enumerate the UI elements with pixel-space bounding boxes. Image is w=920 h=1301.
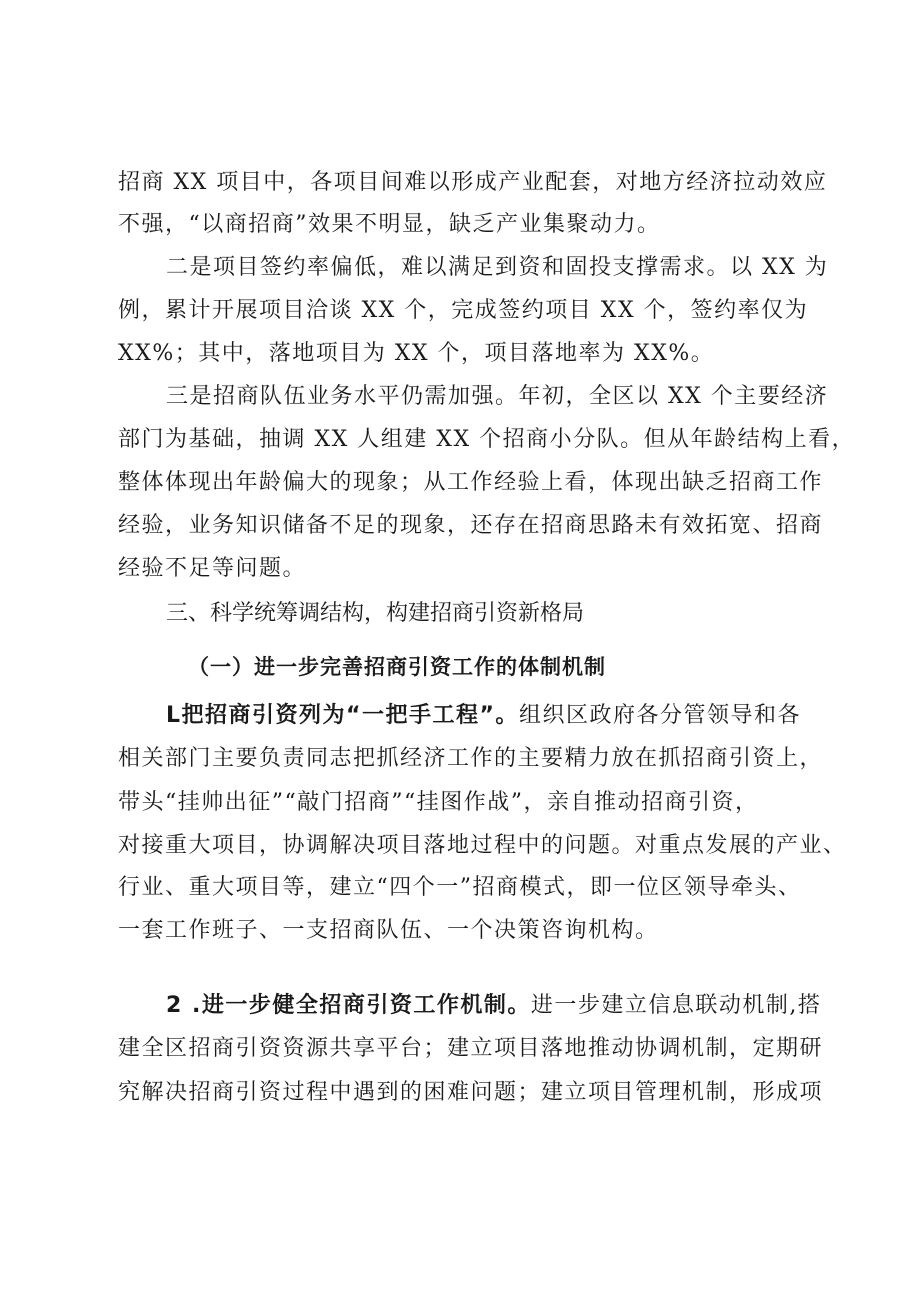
body-line: 招商 XX 项目中，各项目间难以形成产业配套，对地方经济拉动效应 xyxy=(118,170,828,195)
paragraph-first-line: 三是招商队伍业务水平仍需加强。年初，全区以 XX 个主要经济 xyxy=(166,384,829,409)
body-line: 经验，业务知识储备不足的现象，还存在招商思路未有效拓宽、招商 xyxy=(118,513,824,538)
body-line: 部门为基础，抽调 XX 人组建 XX 个招商小分队。但从年龄结构上看， xyxy=(118,427,856,452)
body-line: 相关部门主要负责同志把抓经济工作的主要精力放在抓招商引资上， xyxy=(118,746,824,771)
item2-lead: 2 .进一步健全招商引资工作机制。 xyxy=(166,993,531,1018)
section-heading: 三、科学统筹调结构，构建招商引资新格局 xyxy=(166,601,585,626)
body-line: 一套工作班子、一支招商队伍、一个决策咨询机构。 xyxy=(118,918,659,943)
body-line: 例，累计开展项目洽谈 XX 个，完成签约项目 XX 个，签约率仅为 xyxy=(118,298,809,323)
item2-first-rest: 进一步建立信息联动机制,搭 xyxy=(530,993,822,1018)
body-line: 经验不足等问题。 xyxy=(118,556,307,581)
body-line: 究解决招商引资过程中遇到的困难问题；建立项目管理机制，形成项 xyxy=(118,1080,824,1105)
body-line: 行业、重大项目等，建立“四个一”招商模式，即一位区领导牵头、 xyxy=(118,875,802,900)
body-line: 建全区招商引资资源共享平台；建立项目落地推动协调机制，定期研 xyxy=(118,1036,824,1061)
item1-lead: L把招商引资列为“一把手工程”。 xyxy=(166,703,519,728)
item1-first-rest: 组织区政府各分管领导和各 xyxy=(518,703,801,728)
body-line: 整体体现出年龄偏大的现象；从工作经验上看，体现出缺乏招商工作 xyxy=(118,470,824,495)
paragraph-first-line: 二是项目签约率偏低，难以满足到资和固投支撑需求。以 XX 为 xyxy=(166,255,829,280)
body-line: 对接重大项目，协调解决项目落地过程中的问题。对重点发展的产业、 xyxy=(118,833,847,858)
sub-heading: （一）进一步完善招商引资工作的体制机制 xyxy=(188,655,606,679)
item2-first-line xyxy=(166,991,822,1021)
body-line: 带头“挂帅出征”“敲门招商”“挂图作战”，亲自推动招商引资， xyxy=(118,790,759,815)
item1-first-line xyxy=(166,701,808,731)
body-line: XX%；其中，落地项目为 XX 个，项目落地率为 XX%。 xyxy=(118,341,715,366)
body-line: 不强，“以商招商”效果不明显，缺乏产业集聚动力。 xyxy=(118,212,661,237)
